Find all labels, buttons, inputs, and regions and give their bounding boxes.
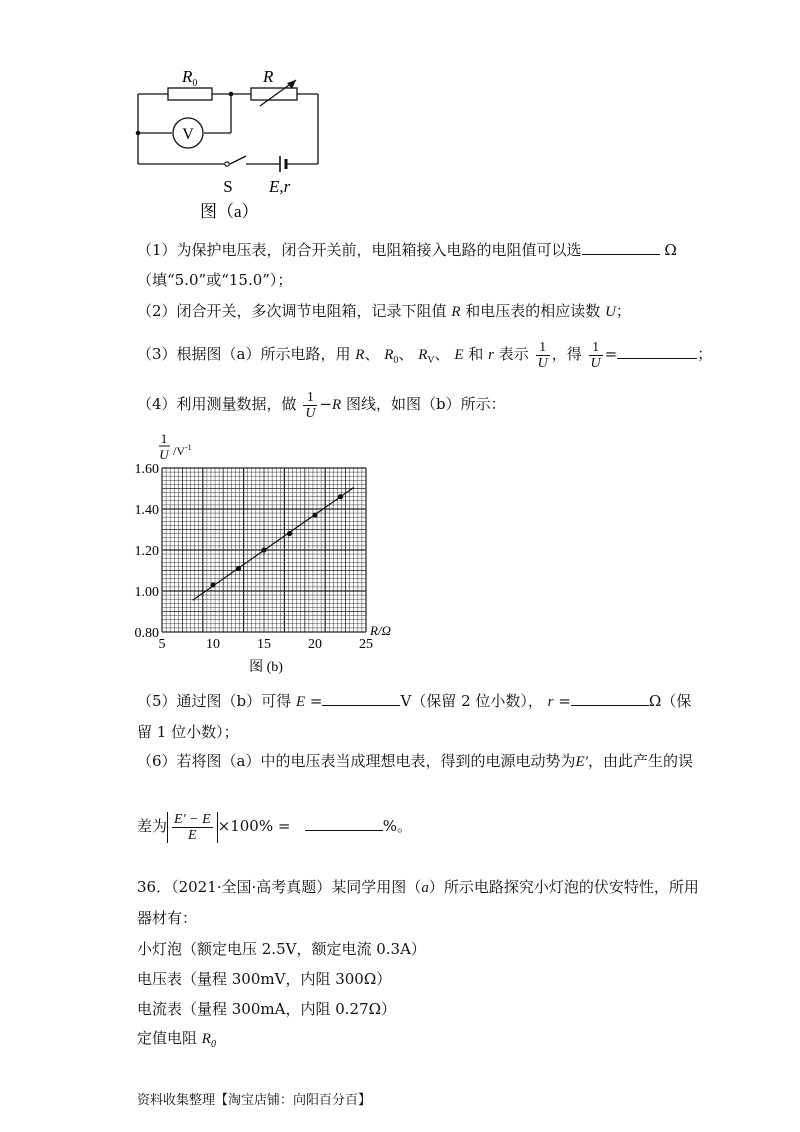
data-point [261,547,266,552]
q3-end: ； [697,345,713,363]
q5-line-1 [137,691,691,712]
y-tick-label: 1.60 [134,462,159,477]
y-tick-label: 1.40 [134,503,159,518]
switch-lever [230,156,246,164]
chart-figure-b [120,428,420,678]
q3-sep-3: 、 [434,345,450,363]
q3-frac-num-2: 1 [589,340,603,356]
caption-figure-b: 图 (b) [249,660,283,675]
q5-blank-r [571,691,649,706]
y-tick-label: 0.80 [134,626,159,641]
q4-line [137,384,506,424]
q5-equals-2: = [558,692,571,710]
q3-line [137,334,712,374]
q6-abs-value [167,812,218,843]
label-source: E,r [269,177,291,196]
q2-text-c: ； [615,302,631,320]
x-tick-label: 20 [308,637,322,652]
y-tick-label: 1.00 [134,585,159,600]
q1-text: （1）为保护电压表，闭合开关前，电阻箱接入电路的电阻值可以选 [137,241,582,259]
q5-blank-e [322,691,400,706]
x-tick-label: 5 [158,637,166,652]
q6-text-a: （6）若将图（a）中的电压表当成理想电表，得到的电源电动势为 [137,752,576,770]
label-r0: $R_0$ [182,67,198,89]
label-switch: S [223,177,233,196]
q6-var-eprime: E′ [575,754,588,770]
y-tick-label: 1.20 [134,544,159,559]
data-point [338,494,343,499]
data-point [312,513,317,518]
footer-text: 资料收集整理【淘宝店铺：向阳百分百】 [137,1093,372,1108]
q36-item4-var [201,1031,216,1050]
q36-item4-text: 定值电阻 [137,1029,198,1047]
q2-text-a: （2）闭合开关，多次调节电阻箱，记录下阻值 [137,302,447,320]
q3-var-r: R [355,347,365,363]
q3-frac-num-1: 1 [536,340,550,356]
q6-times: ×100% = [217,817,291,835]
q4-frac-den: U [305,405,316,421]
q36-text-a: 36．（2021·全国·高考真题）某同学用图（ [137,878,422,896]
q5-text-a: （5）通过图（b）可得 [137,692,292,710]
q4-minus: − [319,395,333,413]
q5-var-e: E [295,694,306,710]
q5-line2-text: 留 1 位小数）； [137,723,239,741]
fit-line [193,487,354,600]
q36-item1-text: 小灯泡（额定电压 2.5V，额定电流 0.3A） [137,940,426,958]
q36-item-4 [137,1028,216,1055]
q1-line-2 [137,270,292,290]
q3-var-r0 [384,347,399,366]
q36-fig-a: a [421,880,429,896]
q36-line-2 [137,908,197,928]
q6-text-c: 差为 [137,817,168,835]
x-tick-label: 15 [257,637,271,652]
q6-frac-den: E [188,827,197,843]
q2-var-u: U [605,304,616,320]
q36-line-1 [137,877,699,898]
y-label-unit-text: /V [173,444,185,458]
x-tick-label: 10 [206,637,220,652]
q36-line2-text: 器材有： [137,909,198,927]
q3-var-rv-main: R [418,347,428,363]
label-voltmeter: V [182,126,194,143]
q3-sep-2: 、 [398,345,414,363]
q4-var-r: R [332,397,342,413]
q6-frac-num: E′ − E [174,811,211,827]
q2-text-b: 和电压表的相应读数 [465,302,601,320]
q3-text-c: 表示 [498,345,529,363]
q3-var-r0-main: R [384,347,394,363]
data-point [287,531,292,536]
q2-line [137,301,631,322]
q1-answer-blank [582,240,660,255]
q3-var-rv-sub: V [427,355,435,366]
q5-unit-ohm: Ω（保 [648,692,692,710]
q4-frac-num: 1 [303,390,317,406]
q3-sep-1: 、 [364,345,380,363]
q1-unit: Ω [664,241,677,259]
q3-equals: = [604,345,618,363]
label-r: R [263,67,274,86]
q6-answer-blank [305,816,383,831]
caption-figure-a: 图（a） [200,202,259,221]
q36-text-b: ）所示电路探究小灯泡的伏安特性，所用 [428,878,699,896]
q36-item2-text: 电压表（量程 300mV，内阻 300Ω） [137,970,392,988]
x-tick-label: 25 [359,637,373,652]
q3-var-rv [418,347,435,366]
data-point [236,566,241,571]
q4-text-a: （4）利用测量数据，做 [137,395,297,413]
data-point [210,582,215,587]
q3-answer-blank [617,344,697,359]
q5-equals-1: = [309,692,323,710]
q36-item-3 [137,999,396,1019]
q6-fraction [172,812,213,843]
q1-line-1 [137,240,677,260]
junction-dot-left [136,131,141,136]
y-label-denominator: U [159,447,169,462]
q6-end: %。 [382,817,413,835]
circuit-diagram-a [120,60,350,225]
q36-item3-text: 电流表（量程 300mA，内阻 0.27Ω） [137,1000,397,1018]
y-label-numerator: 1 [160,431,168,446]
switch-contact [225,162,229,166]
resistor-r0 [168,88,212,100]
q5-line-2 [137,722,239,742]
q5-unit-v: V（保留 2 位小数）， [400,692,543,710]
q1-note: （填“5.0”或“15.0”）； [137,271,293,289]
q2-var-r: R [451,304,461,320]
y-label-unit [173,443,192,458]
q3-var-e: E [454,347,464,363]
x-axis-label: R/Ω [370,623,391,638]
q5-var-r: r [547,694,554,710]
q3-var-r0-sub: 0 [393,355,399,366]
q3-text-d: ，得 [551,345,582,363]
resistor-box-r [251,88,297,100]
q3-text-a: （3）根据图（a）所示电路，用 [137,345,351,363]
q3-fraction-1 [536,340,550,371]
q6-line-2 [137,802,412,850]
q4-fraction [303,390,317,421]
q36-item4-var-sub: 0 [210,1039,216,1050]
q3-text-b: 和 [468,345,484,363]
q3-fraction-2 [589,340,603,371]
chart-fit-line-group [193,487,354,600]
y-label-exponent: -1 [185,443,192,452]
q3-frac-den-2: U [590,355,601,371]
q6-text-b: ，由此产生的误 [587,752,693,770]
q3-var-r-small: r [488,347,495,363]
q36-item-1 [137,939,426,959]
q36-item4-var-main: R [201,1031,211,1047]
junction-dot-top [229,92,234,97]
q4-text-b: 图线，如图（b）所示： [345,395,506,413]
q36-item-2 [137,969,391,989]
q3-frac-den-1: U [537,355,548,371]
q6-line-1 [137,751,693,772]
